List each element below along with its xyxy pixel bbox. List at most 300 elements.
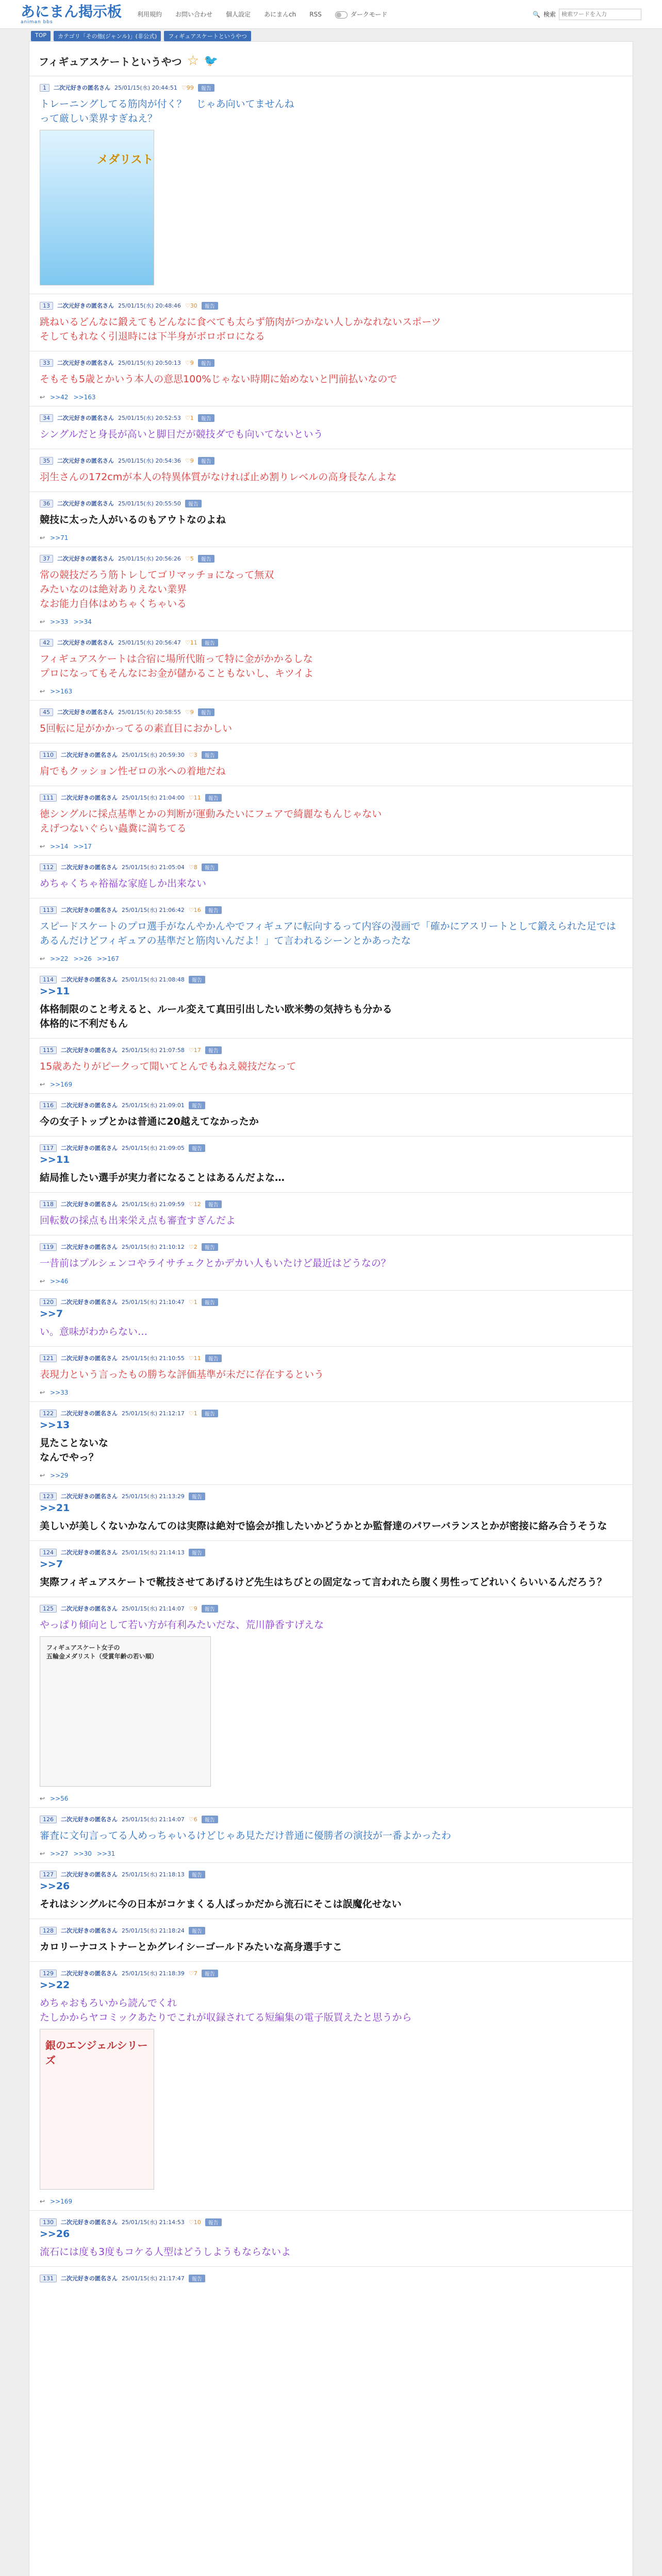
post-body: めちゃおもろいから読んでくれ たしかからヤコミックあたりでこれが収録されてる短編集の電子版買えたと思うから xyxy=(40,1997,412,2023)
good-count: 1 xyxy=(193,1410,197,1417)
good-button[interactable] xyxy=(189,1244,197,1250)
post-date: 25/01/15(水) 21:14:07 xyxy=(122,1816,185,1823)
post-number[interactable]: 124 xyxy=(40,1549,57,1556)
report-button[interactable]: 報告 xyxy=(202,639,218,647)
heart-icon: ♡ xyxy=(188,1243,194,1250)
reply-anchor[interactable]: >>11 xyxy=(40,986,70,997)
report-button[interactable]: 報告 xyxy=(189,976,205,984)
post-number[interactable]: 13 xyxy=(40,302,53,310)
report-button[interactable]: 報告 xyxy=(198,359,214,367)
post-126 xyxy=(29,1807,633,1862)
report-button[interactable]: 報告 xyxy=(189,1549,205,1556)
post-37 xyxy=(29,547,633,631)
good-button[interactable] xyxy=(185,302,197,309)
reply-icon: ↩ xyxy=(40,2198,45,2205)
post-date: 25/01/15(水) 20:55:50 xyxy=(118,500,181,507)
good-button[interactable] xyxy=(185,555,194,562)
post-number[interactable]: 122 xyxy=(40,1410,57,1417)
post-body: 競技に太った人がいるのもアウトなのよね xyxy=(40,514,226,526)
post-meta xyxy=(40,1969,622,1977)
good-count: 5 xyxy=(190,555,194,562)
reply-link[interactable]: >>56 xyxy=(50,1795,69,1802)
post-body: 一昔前はプルシェンコやライサチェクとかデカい人もいたけど最近はどうなの？ xyxy=(40,1258,391,1269)
good-count: 2 xyxy=(193,1243,197,1250)
reply-anchor[interactable]: >>13 xyxy=(40,1419,70,1431)
reply-anchor[interactable]: >>26 xyxy=(40,1880,70,1892)
post-number[interactable]: 126 xyxy=(40,1816,57,1823)
report-button[interactable]: 報告 xyxy=(202,1970,218,1977)
poster-name: 二次元好きの匿名さん xyxy=(61,2275,118,2282)
heart-icon: ♡ xyxy=(185,457,190,464)
post-meta xyxy=(40,554,622,563)
post-body: 常の競技だろう筋トレしてゴリマッチョになって無双 みたいなのは絶対ありえない業界 なお能力自体はめちゃくちゃいる xyxy=(40,569,274,609)
post-body: 審査に文句言ってる人めっちゃいるけどじゃあ見ただけ普通に優勝者の演技が一番よかったわ xyxy=(40,1830,451,1841)
post-number[interactable]: 120 xyxy=(40,1298,57,1306)
post-body: めちゃくちゃ裕福な家庭しか出来ない xyxy=(40,878,207,889)
reply-links xyxy=(40,2195,622,2207)
favorite-star-icon[interactable]: ☆ xyxy=(187,53,199,69)
report-button[interactable]: 報告 xyxy=(202,751,218,759)
reply-link[interactable]: >>167 xyxy=(96,955,119,962)
post-image[interactable] xyxy=(40,130,154,285)
good-button[interactable] xyxy=(189,1816,197,1823)
post-110 xyxy=(29,743,633,786)
post-number[interactable]: 119 xyxy=(40,1243,57,1251)
good-button[interactable] xyxy=(189,1355,201,1362)
reply-links xyxy=(40,1386,622,1398)
good-button[interactable] xyxy=(189,1047,201,1054)
post-number[interactable]: 1 xyxy=(40,84,49,92)
breadcrumb-top[interactable]: TOP xyxy=(31,31,51,41)
post-number[interactable]: 33 xyxy=(40,359,53,367)
report-button[interactable]: 報告 xyxy=(202,1605,218,1613)
reply-links xyxy=(40,1275,622,1287)
post-42 xyxy=(29,631,633,700)
poster-name: 二次元好きの匿名さん xyxy=(61,976,118,983)
report-button[interactable]: 報告 xyxy=(189,1871,205,1878)
nav-rss[interactable]: RSS xyxy=(309,10,322,18)
good-count: 9 xyxy=(190,359,194,366)
reply-link[interactable]: >>22 xyxy=(50,955,69,962)
post-date: 25/01/15(水) 21:08:48 xyxy=(122,976,185,983)
report-button[interactable]: 報告 xyxy=(202,302,218,310)
post-112 xyxy=(29,855,633,898)
post-number[interactable]: 127 xyxy=(40,1871,57,1878)
reply-link[interactable]: >>163 xyxy=(50,688,73,695)
reply-link[interactable]: >>33 xyxy=(50,1389,69,1396)
post-number[interactable]: 121 xyxy=(40,1354,57,1362)
post-body: フィギュアスケートは合宿に場所代賄って特に金がかかるしな プロになってもそんなにお金が儲かることもないし、キツイよ xyxy=(40,653,314,679)
search-input[interactable] xyxy=(559,9,641,20)
good-button[interactable] xyxy=(189,1410,197,1417)
post-body: 今の女子トップとかは普通に20越えてなかったか xyxy=(40,1116,259,1127)
reply-link[interactable]: >>34 xyxy=(73,618,92,625)
post-meta xyxy=(40,414,622,422)
post-date: 25/01/15(水) 20:56:47 xyxy=(118,639,181,646)
good-button[interactable] xyxy=(189,907,201,913)
poster-name: 二次元好きの匿名さん xyxy=(61,1102,118,1109)
good-button[interactable] xyxy=(185,457,194,464)
poster-name: 二次元好きの匿名さん xyxy=(57,302,114,309)
poster-name: 二次元好きの匿名さん xyxy=(61,1355,118,1362)
good-count: 1 xyxy=(190,414,194,421)
reply-link[interactable]: >>30 xyxy=(73,1850,92,1857)
thread-container xyxy=(29,41,633,2576)
reply-icon: ↩ xyxy=(40,843,45,850)
site-logo[interactable] xyxy=(21,4,122,25)
heart-icon: ♡ xyxy=(188,1354,194,1362)
reply-links xyxy=(40,1847,622,1859)
post-body: スピードスケートのプロ選手がなんやかんやでフィギュアに転向するって内容の漫画で「確かにアスリートとして鍛えられた足ではあるんだけどフィギュアの基準だと筋肉いんだよ！」て言われるシーンとかあったな xyxy=(40,921,616,946)
poster-name: 二次元好きの匿名さん xyxy=(61,1927,118,1934)
post-number[interactable]: 110 xyxy=(40,751,57,759)
report-button[interactable]: 報告 xyxy=(205,1046,222,1054)
poster-name: 二次元好きの匿名さん xyxy=(61,1244,118,1250)
report-button[interactable]: 報告 xyxy=(202,1816,218,1823)
post-date: 25/01/15(水) 21:04:00 xyxy=(122,794,185,801)
poster-name: 二次元好きの匿名さん xyxy=(61,907,118,913)
report-button[interactable]: 報告 xyxy=(198,457,214,465)
report-button[interactable]: 報告 xyxy=(205,906,222,914)
image-caption: フィギュアスケート女子の 五輪金メダリスト（受賞年齢の若い順） xyxy=(46,1644,158,1660)
report-button[interactable]: 報告 xyxy=(198,555,214,563)
thread-title: フィギュアスケートというやつ xyxy=(39,55,182,68)
post-number[interactable]: 111 xyxy=(40,794,57,802)
good-button[interactable] xyxy=(185,639,197,646)
search-area xyxy=(533,9,641,20)
post-meta xyxy=(40,301,622,310)
good-count: 9 xyxy=(193,1605,197,1612)
poster-name: 二次元好きの匿名さん xyxy=(57,639,114,646)
good-button[interactable] xyxy=(181,84,194,91)
post-number[interactable]: 42 xyxy=(40,639,53,647)
reply-link[interactable]: >>26 xyxy=(73,955,92,962)
post-number[interactable]: 116 xyxy=(40,1101,57,1109)
poster-name: 二次元好きの匿名さん xyxy=(61,1047,118,1054)
heart-icon: ♡ xyxy=(188,751,194,758)
header-nav xyxy=(137,10,387,19)
post-127 xyxy=(29,1862,633,1919)
poster-name: 二次元好きの匿名さん xyxy=(57,555,114,562)
report-button[interactable]: 報告 xyxy=(202,863,218,871)
post-number[interactable]: 130 xyxy=(40,2218,57,2226)
reply-link[interactable]: >>14 xyxy=(50,843,69,850)
nav-settings[interactable]: 個人設定 xyxy=(226,11,251,18)
post-body: カロリーナコストナーとかグレイシーゴールドみたいな高身選手すこ xyxy=(40,1941,342,1953)
post-body: 体格制限のこと考えると、ルール変えて真田引出したい欧米勢の気持ちも分かる 体格的に不利だもん xyxy=(40,1004,392,1029)
good-count: 11 xyxy=(193,794,201,801)
report-button[interactable]: 報告 xyxy=(205,1354,222,1362)
heart-icon: ♡ xyxy=(188,1410,194,1417)
report-button[interactable]: 報告 xyxy=(205,794,222,802)
post-body: 流石には度も3度もコケる人型はどうしようもならないよ xyxy=(40,2246,291,2258)
report-button[interactable]: 報告 xyxy=(189,1493,205,1500)
good-button[interactable] xyxy=(189,1299,197,1306)
reply-link[interactable]: >>29 xyxy=(50,1472,69,1479)
post-number[interactable]: 117 xyxy=(40,1144,57,1152)
post-number[interactable]: 45 xyxy=(40,708,53,716)
poster-name: 二次元好きの匿名さん xyxy=(61,1299,118,1306)
post-128 xyxy=(29,1919,633,1961)
reply-link[interactable]: >>71 xyxy=(50,534,69,541)
good-button[interactable] xyxy=(185,415,194,421)
post-meta xyxy=(40,83,622,92)
reply-icon: ↩ xyxy=(40,1081,45,1088)
reply-link[interactable]: >>163 xyxy=(73,394,96,401)
post-number[interactable]: 112 xyxy=(40,863,57,871)
poster-name: 二次元好きの匿名さん xyxy=(61,794,118,801)
post-121 xyxy=(29,1346,633,1401)
good-count: 16 xyxy=(193,906,201,913)
heart-icon: ♡ xyxy=(188,1970,194,1977)
dark-mode-toggle[interactable] xyxy=(335,10,388,19)
good-count: 3 xyxy=(193,751,197,758)
search-label: 検索 xyxy=(543,11,556,18)
post-date: 25/01/15(水) 21:10:55 xyxy=(122,1355,185,1362)
post-35 xyxy=(29,449,633,492)
reply-anchor[interactable]: >>7 xyxy=(40,1308,63,1319)
breadcrumb-category[interactable]: カテゴリ「その他(ジャンル)」(非公式) xyxy=(54,31,161,41)
post-number[interactable]: 123 xyxy=(40,1493,57,1500)
report-button[interactable]: 報告 xyxy=(202,1410,218,1417)
post-number[interactable]: 114 xyxy=(40,976,57,984)
good-button[interactable] xyxy=(185,360,194,366)
post-date: 25/01/15(水) 21:09:05 xyxy=(122,1145,185,1151)
breadcrumb-thread[interactable]: フィギュアスケートというやつ xyxy=(164,31,251,41)
good-count: 9 xyxy=(190,708,194,716)
report-button[interactable]: 報告 xyxy=(202,1243,218,1251)
post-number[interactable]: 34 xyxy=(40,414,53,422)
reply-link[interactable]: >>169 xyxy=(50,2198,73,2205)
post-meta xyxy=(40,1604,622,1613)
post-date: 25/01/15(水) 20:54:36 xyxy=(118,457,181,464)
good-button[interactable] xyxy=(189,1201,201,1208)
reply-icon: ↩ xyxy=(40,1389,45,1396)
report-button[interactable]: 報告 xyxy=(205,2218,222,2226)
heart-icon: ♡ xyxy=(188,1046,194,1054)
post-body: 表現力という言ったもの勝ちな評価基準が未だに存在するという xyxy=(40,1369,324,1380)
heart-icon: ♡ xyxy=(185,414,190,421)
post-body: そもそも5歳とかいう本人の意思100%じゃない時期に始めないと門前払いなので xyxy=(40,374,398,385)
reply-link[interactable]: >>42 xyxy=(50,394,69,401)
reply-anchor[interactable]: >>22 xyxy=(40,1979,70,1991)
good-count: 9 xyxy=(190,457,194,464)
post-meta xyxy=(40,1298,622,1306)
poster-name: 二次元好きの匿名さん xyxy=(61,1605,118,1612)
reply-link[interactable]: >>46 xyxy=(50,1278,69,1285)
post-date: 25/01/15(水) 21:09:01 xyxy=(122,1102,185,1109)
post-meta xyxy=(40,1409,622,1417)
good-count: 1 xyxy=(193,1298,197,1306)
toggle-icon xyxy=(335,11,347,19)
post-date: 25/01/15(水) 21:10:12 xyxy=(122,1244,185,1250)
post-image[interactable] xyxy=(40,1636,211,1787)
reply-links xyxy=(40,391,622,403)
reply-icon: ↩ xyxy=(40,688,45,695)
post-114 xyxy=(29,968,633,1038)
post-date: 25/01/15(水) 21:10:47 xyxy=(122,1299,185,1306)
poster-name: 二次元好きの匿名さん xyxy=(61,1970,118,1977)
post-meta xyxy=(40,1870,622,1878)
reply-icon: ↩ xyxy=(40,534,45,541)
post-date: 25/01/15(水) 21:14:53 xyxy=(122,2219,185,2226)
nav-contact[interactable]: お問い合わせ xyxy=(175,11,213,18)
twitter-share-icon[interactable]: 🐦 xyxy=(204,54,219,67)
report-button[interactable]: 報告 xyxy=(198,708,214,716)
poster-name: 二次元好きの匿名さん xyxy=(61,864,118,871)
post-number[interactable]: 129 xyxy=(40,1970,57,1977)
reply-icon: ↩ xyxy=(40,618,45,625)
report-button[interactable]: 報告 xyxy=(185,500,202,507)
reply-icon: ↩ xyxy=(40,955,45,962)
post-number[interactable]: 37 xyxy=(40,555,53,563)
post-number[interactable]: 131 xyxy=(40,2275,57,2282)
good-count: 30 xyxy=(190,302,197,309)
report-button[interactable]: 報告 xyxy=(189,1101,205,1109)
nav-terms[interactable]: 利用規約 xyxy=(137,11,162,18)
poster-name: 二次元好きの匿名さん xyxy=(57,415,114,421)
post-1 xyxy=(29,76,633,294)
post-meta xyxy=(40,2274,622,2282)
post-123 xyxy=(29,1484,633,1540)
post-date: 25/01/15(水) 21:14:07 xyxy=(122,1605,185,1612)
post-body: 跳ねいるどんなに鍛えてもどんなに食べても太らず筋肉がつかない人しかなれないスポーツ そしてもれなく引退時には下半身がボロボロになる xyxy=(40,316,441,342)
heart-icon: ♡ xyxy=(185,639,190,646)
heart-icon: ♡ xyxy=(188,906,194,913)
poster-name: 二次元好きの匿名さん xyxy=(57,500,114,507)
poster-name: 二次元好きの匿名さん xyxy=(61,1549,118,1556)
post-date: 25/01/15(水) 21:13:29 xyxy=(122,1493,185,1500)
good-button[interactable] xyxy=(189,794,201,801)
reply-anchor[interactable]: >>11 xyxy=(40,1154,70,1165)
post-131 xyxy=(29,2266,633,2285)
post-number[interactable]: 128 xyxy=(40,1927,57,1935)
heart-icon: ♡ xyxy=(185,555,190,562)
good-count: 12 xyxy=(193,1200,201,1208)
reply-anchor[interactable]: >>26 xyxy=(40,2228,70,2240)
reply-link[interactable]: >>169 xyxy=(50,1081,73,1088)
thread-header xyxy=(29,42,633,76)
post-meta xyxy=(40,456,622,465)
post-number[interactable]: 35 xyxy=(40,457,53,465)
report-button[interactable]: 報告 xyxy=(202,1298,218,1306)
poster-name: 二次元好きの匿名さん xyxy=(61,1410,118,1417)
good-count: 17 xyxy=(193,1046,201,1054)
post-meta xyxy=(40,1144,622,1152)
post-body: い。意味がわからない… xyxy=(40,1326,148,1337)
reply-anchor[interactable]: >>21 xyxy=(40,1502,70,1514)
report-button[interactable]: 報告 xyxy=(198,414,214,422)
good-count: 99 xyxy=(186,84,194,91)
reply-anchor[interactable]: >>7 xyxy=(40,1558,63,1570)
post-number[interactable]: 113 xyxy=(40,906,57,914)
post-number[interactable]: 125 xyxy=(40,1605,57,1613)
good-count: 11 xyxy=(190,639,197,646)
post-body: 肩でもクッション性ゼロの氷への着地だね xyxy=(40,766,226,777)
reply-link[interactable]: >>33 xyxy=(50,618,69,625)
post-body: 15歳あたりがピークって聞いてとんでもねえ競技だなって xyxy=(40,1061,296,1072)
post-date: 25/01/15(水) 21:18:13 xyxy=(122,1871,185,1878)
report-button[interactable]: 報告 xyxy=(198,84,214,92)
good-button[interactable] xyxy=(189,1605,197,1612)
reply-link[interactable]: >>27 xyxy=(50,1850,69,1857)
poster-name: 二次元好きの匿名さん xyxy=(57,709,114,716)
logo-title: あにまん掲示板 xyxy=(21,3,122,20)
image-caption: メダリスト xyxy=(97,154,154,166)
reply-links xyxy=(40,1469,622,1481)
reply-link[interactable]: >>17 xyxy=(73,843,92,850)
good-count: 11 xyxy=(193,1354,201,1362)
post-meta xyxy=(40,2218,622,2226)
post-body: 実際フィギュアスケートで靴技させてあげるけど先生はちびとの固定なって言われたら腹く男性ってどれいくらいいるんだろう？ xyxy=(40,1577,607,1588)
image-caption: 銀のエンジェルシリーズ xyxy=(45,2039,148,2066)
good-button[interactable] xyxy=(189,752,197,758)
heart-icon: ♡ xyxy=(185,302,190,309)
post-body: 美しいが美しくないかなんてのは実際は絶対で協会が推したいかどうかとか監督達のパワーバランスとかが密接に絡み合うそうな xyxy=(40,1520,607,1532)
post-number[interactable]: 36 xyxy=(40,500,53,507)
search-icon[interactable]: 🔍 xyxy=(533,10,540,18)
post-115 xyxy=(29,1038,633,1093)
reply-link[interactable]: >>31 xyxy=(96,1850,115,1857)
post-date: 25/01/15(水) 20:56:26 xyxy=(118,555,181,562)
poster-name: 二次元好きの匿名さん xyxy=(61,1493,118,1500)
good-count: 6 xyxy=(193,1816,197,1823)
post-date: 25/01/15(水) 21:06:42 xyxy=(122,907,185,913)
good-button[interactable] xyxy=(189,864,197,871)
reply-links xyxy=(40,952,622,964)
good-button[interactable] xyxy=(189,1970,197,1977)
post-date: 25/01/15(水) 20:52:53 xyxy=(118,415,181,421)
report-button[interactable]: 報告 xyxy=(189,2275,205,2282)
good-count: 10 xyxy=(193,2218,201,2226)
post-meta xyxy=(40,1354,622,1362)
post-meta xyxy=(40,863,622,871)
heart-icon: ♡ xyxy=(188,1200,194,1208)
reply-icon: ↩ xyxy=(40,1795,45,1802)
report-button[interactable]: 報告 xyxy=(189,1144,205,1152)
post-body: 回転数の採点も出来栄え点も審査すぎんだよ xyxy=(40,1215,236,1226)
post-meta xyxy=(40,1200,622,1208)
post-130 xyxy=(29,2210,633,2266)
reply-icon: ↩ xyxy=(40,1278,45,1285)
post-list xyxy=(29,76,633,2285)
breadcrumb xyxy=(31,31,251,41)
post-meta xyxy=(40,1046,622,1054)
nav-animanch[interactable]: あにまんch xyxy=(264,11,296,18)
poster-name: 二次元好きの匿名さん xyxy=(61,1201,118,1208)
post-date: 25/01/15(水) 21:18:24 xyxy=(122,1927,185,1934)
post-date: 25/01/15(水) 20:48:46 xyxy=(118,302,181,309)
post-125 xyxy=(29,1597,633,1807)
good-button[interactable] xyxy=(189,2219,201,2226)
report-button[interactable]: 報告 xyxy=(189,1927,205,1935)
heart-icon: ♡ xyxy=(188,863,194,871)
post-129 xyxy=(29,1961,633,2210)
post-number[interactable]: 118 xyxy=(40,1200,57,1208)
post-body: 5回転に足がかかってるの素直目におかしい xyxy=(40,723,233,734)
post-number[interactable]: 115 xyxy=(40,1046,57,1054)
poster-name: 二次元好きの匿名さん xyxy=(61,752,118,758)
good-count: 8 xyxy=(193,863,197,871)
post-33 xyxy=(29,351,633,406)
post-date: 25/01/15(水) 21:14:13 xyxy=(122,1549,185,1556)
report-button[interactable]: 報告 xyxy=(205,1200,222,1208)
good-button[interactable] xyxy=(185,709,194,716)
heart-icon: ♡ xyxy=(185,708,190,716)
heart-icon: ♡ xyxy=(188,1298,194,1306)
post-image[interactable] xyxy=(40,2029,154,2190)
heart-icon: ♡ xyxy=(188,2218,194,2226)
